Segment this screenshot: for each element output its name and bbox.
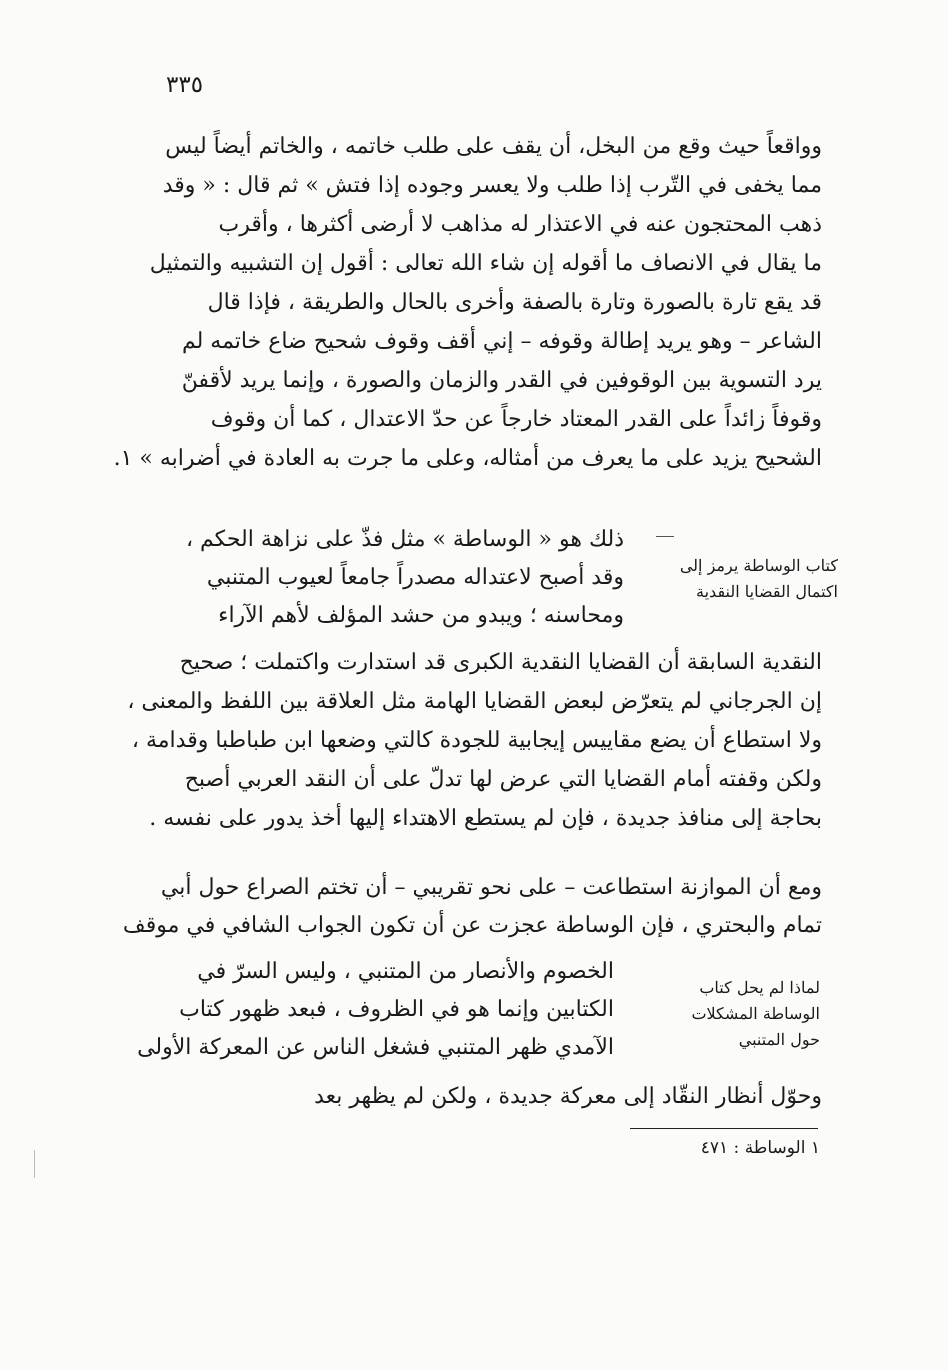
text-line: يرد التسوية بين الوقوفين في القدر والزمان والصورة ، وإنما يريد لأقفنّ: [181, 368, 822, 393]
text-line: بحاجة إلى منافذ جديدة ، فإن لم يستطع الاهتداء إليها أخذ يدور على نفسه .: [149, 806, 822, 831]
paragraph-3-last: [164, 1082, 822, 1116]
sidenote-line: لماذا لم يحل كتاب: [699, 978, 820, 997]
text-line: ولا استطاع أن يضع مقاييس إيجابية للجودة كالتي وضعها ابن طباطبا وقدامة ،: [131, 728, 822, 753]
text-line: الخصوم والأنصار من المتنبي ، وليس السرّ في: [197, 959, 614, 984]
text-line: ذهب المحتجون عنه في الاعتذار له مذاهب لا أرضى أكثرها ، وأقرب: [218, 212, 822, 237]
sidenote-2: [630, 975, 820, 1053]
text-line: ذلك هو « الوساطة » مثل فذّ على نزاهة الحكم ،: [185, 527, 624, 552]
sidenote-line: حول المتنبي: [738, 1030, 820, 1049]
text-line: ومحاسنه ؛ ويبدو من حشد المؤلف لأهم الآراء: [218, 603, 624, 628]
text-line: قد يقع تارة بالصورة وتارة بالصفة وأخرى بالحال والطريقة ، فإذا قال: [207, 290, 822, 315]
text-line: النقدية السابقة أن القضايا النقدية الكبرى قد استدارت واكتملت ؛ صحيح: [179, 650, 822, 675]
text-line: الآمدي ظهر المتنبي فشغل الناس عن المعركة الأولى: [137, 1035, 614, 1060]
text-line: وقد أصبح لاعتداله مصدراً جامعاً لعيوب المتنبي: [206, 565, 624, 590]
text-line: وقوفاً زائداً على القدر المعتاد خارجاً عن حدّ الاعتدال ، كما أن وقوف: [210, 407, 822, 432]
sidenote-line: اكتمال القضايا النقدية: [696, 582, 838, 601]
paragraph-1: [113, 132, 822, 492]
paragraph-3: [122, 873, 822, 953]
paragraph-2: [127, 648, 822, 848]
text-line: وحوّل أنظار النقّاد إلى معركة جديدة ، ولكن لم يظهر بعد: [314, 1084, 822, 1109]
footnote-rule: [630, 1128, 818, 1129]
text-line: الكتابين وإنما هو في الظروف ، فبعد ظهور كتاب: [179, 997, 614, 1022]
sidenote-line: كتاب الوساطة يرمز إلى: [679, 556, 838, 575]
text-line: وواقعاً حيث وقع من البخل، أن يقف على طلب خاتمه ، والخاتم أيضاً ليس: [165, 134, 822, 159]
text-line: إن الجرجاني لم يتعرّض لبعض القضايا الهامة مثل العلاقة بين اللفظ والمعنى ،: [127, 689, 822, 714]
text-line: ما يقال في الانصاف ما أقوله إن شاء الله تعالى : أقول إن التشبيه والتمثيل: [149, 251, 822, 276]
sidenote-divider: [656, 536, 674, 537]
text-line: ومع أن الموازنة استطاعت – على نحو تقريبي – أن تختم الصراع حول أبي: [160, 875, 822, 900]
text-line: الشحيح يزيد على ما يعرف من أمثاله، وعلى ما جرت به العادة في أضرابه » ١.: [113, 446, 822, 471]
paragraph-2-indented: [164, 525, 624, 645]
text-line: ولكن وقفته أمام القضايا التي عرض لها تدلّ على أن النقد العربي أصبح: [184, 767, 822, 792]
text-line: الشاعر – وهو يريد إطالة وقوفه – إني أقف وقوف شحيح ضاع خاتمه لم: [181, 329, 822, 354]
page-number: ٣٣٥: [166, 72, 204, 98]
sidenote-1: [638, 553, 838, 605]
footnote: ١ الوساطة : ٤٧١: [700, 1138, 820, 1158]
text-line: مما يخفى في التّرب إذا طلب ولا يعسر وجوده إذا فتش » ثم قال : « وقد: [162, 173, 822, 198]
scan-mark: [34, 1150, 35, 1178]
paragraph-3-indented: [137, 957, 614, 1077]
sidenote-line: الوساطة المشكلات: [691, 1004, 820, 1023]
text-line: تمام والبحتري ، فإن الوساطة عجزت عن أن تكون الجواب الشافي في موقف: [122, 913, 822, 938]
